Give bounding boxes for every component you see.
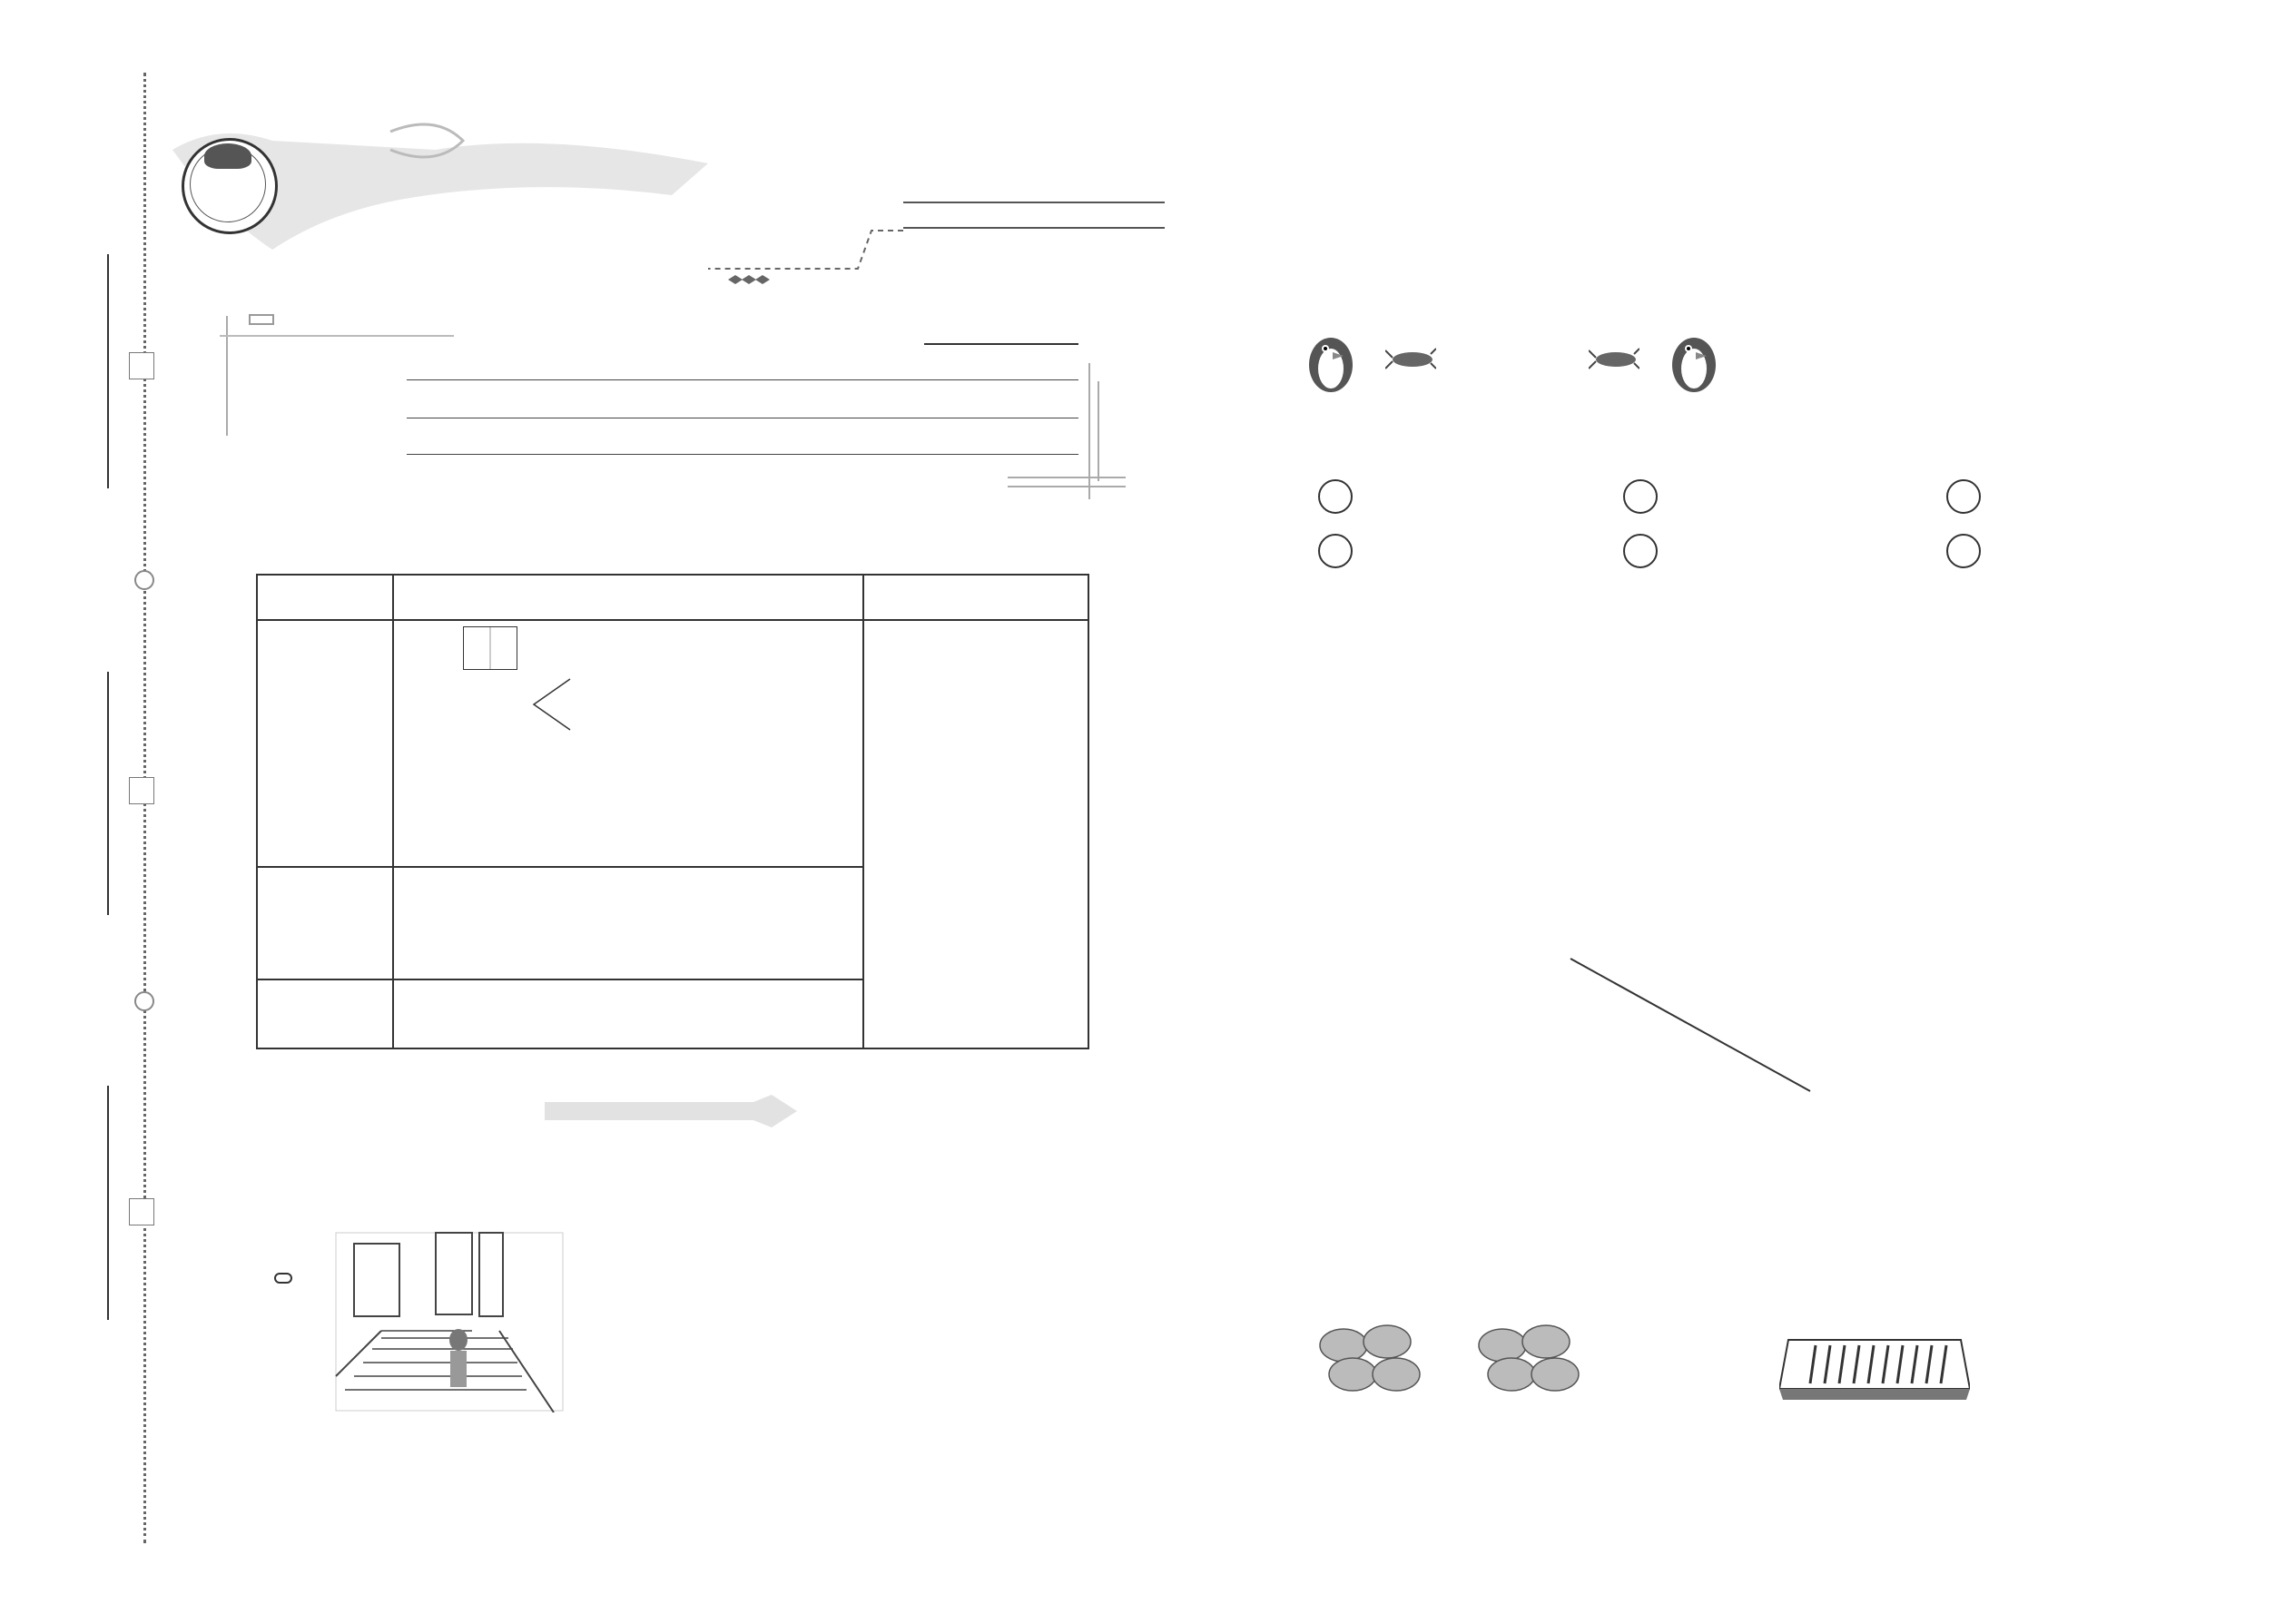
q4-item — [1943, 534, 1984, 568]
table-row-content — [393, 620, 863, 867]
table-row-label — [257, 979, 393, 1048]
tray-icon — [1779, 1322, 1970, 1403]
teacher-comment-line[interactable] — [407, 379, 1078, 380]
diag-banner-arrow — [545, 1093, 799, 1131]
table-row-content — [393, 867, 863, 979]
meta-rule — [903, 202, 1165, 203]
split-row — [399, 672, 857, 733]
penguin-row — [1307, 187, 2015, 260]
table-row-label — [257, 620, 393, 867]
eggs-icon — [1316, 1318, 1589, 1400]
speech-bubble — [274, 1273, 292, 1284]
compare-circle[interactable] — [1623, 479, 1658, 514]
table-row-label — [257, 867, 393, 979]
binding-dotted-line — [143, 73, 146, 1543]
binding-hole — [134, 570, 154, 590]
error-analysis-cell — [863, 620, 1088, 1048]
meta-rule — [903, 227, 1165, 229]
info-frame — [209, 300, 1135, 508]
class-write-line[interactable] — [107, 672, 109, 915]
seal-mark — [129, 1198, 154, 1225]
table-header — [863, 575, 1088, 620]
penguin-icon — [1307, 332, 1354, 392]
summary-table — [256, 574, 1089, 1049]
dots-row — [1307, 256, 2015, 285]
table-header — [257, 575, 393, 620]
binding-hole — [134, 991, 154, 1011]
compare-circle[interactable] — [1318, 534, 1353, 568]
q4-item — [1314, 534, 1356, 568]
crown-icon — [204, 143, 251, 169]
split-bracket — [532, 677, 572, 732]
seal-mark — [129, 352, 154, 379]
school-write-line[interactable] — [107, 254, 109, 488]
seal-mark — [129, 777, 154, 804]
compare-circle[interactable] — [1946, 479, 1981, 514]
lobster-icon — [1385, 345, 1436, 372]
stairs-illustration — [327, 1231, 572, 1412]
lobster-row — [1307, 283, 2015, 320]
score-blank[interactable] — [924, 343, 1078, 345]
table-row-content — [393, 979, 863, 1048]
q4-item — [1314, 479, 1356, 514]
name-write-line[interactable] — [107, 1086, 109, 1320]
write-row — [399, 625, 857, 672]
compare-circle[interactable] — [1946, 534, 1981, 568]
compare-circle[interactable] — [1623, 534, 1658, 568]
q4-item — [1943, 479, 1984, 514]
penguin-icon — [1670, 332, 1718, 392]
lobster-icon — [1589, 345, 1639, 372]
parent-comment-line[interactable] — [407, 454, 1078, 455]
connecting-line — [1534, 955, 1825, 1100]
compare-circle[interactable] — [1318, 479, 1353, 514]
q4-item — [1620, 479, 1661, 514]
family-school-box — [249, 314, 274, 325]
header-dashed-line — [690, 223, 917, 287]
table-header — [393, 575, 863, 620]
handwriting-sample — [463, 626, 517, 670]
hats-row — [1280, 870, 2133, 960]
stairs-icon — [327, 1231, 572, 1412]
q4-item — [1620, 534, 1661, 568]
logo-seal — [182, 138, 278, 234]
snowmen-row — [1271, 1080, 2142, 1216]
